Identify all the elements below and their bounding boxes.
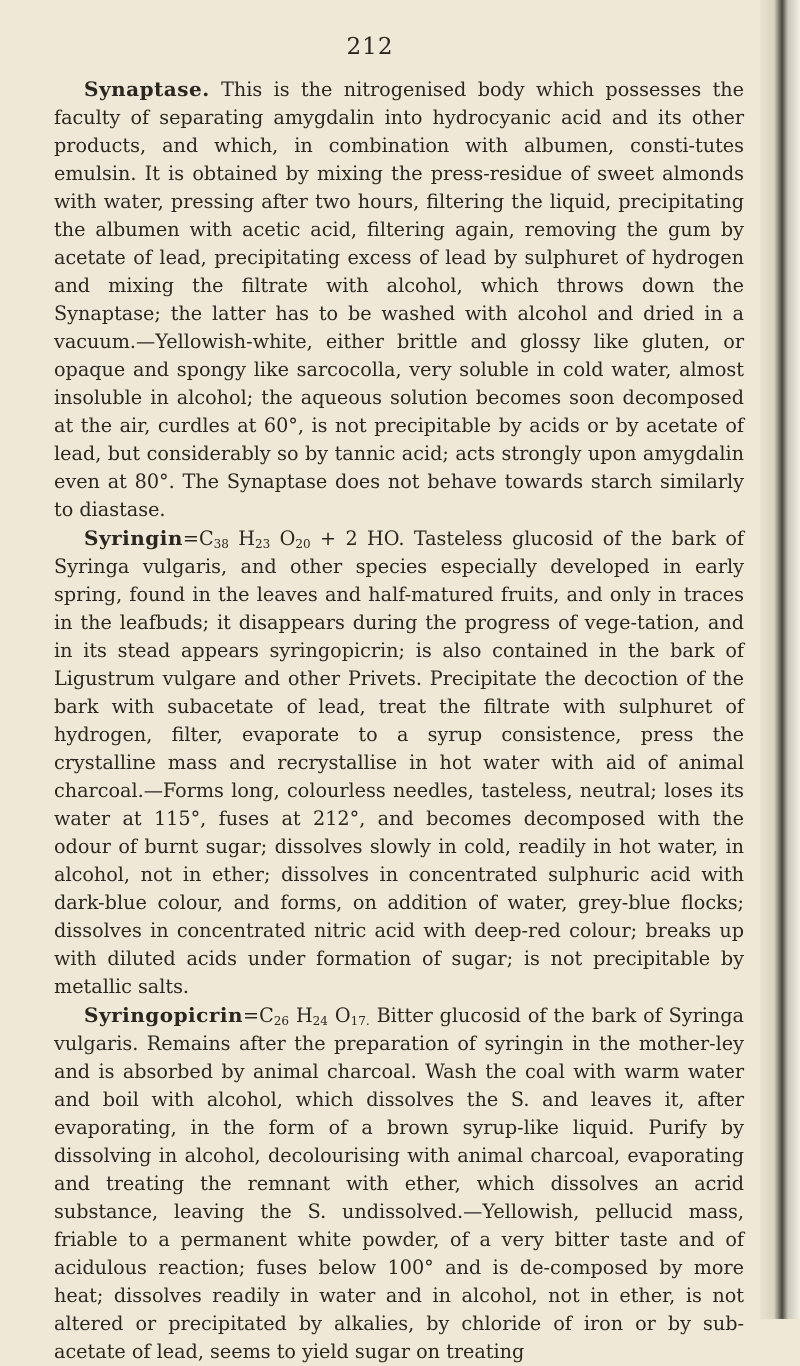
page-number: 212 (346, 34, 394, 60)
entry-body: Bitter glucosid of the bark of Syringa vulgaris. Remains after the preparation of syringin in the mother-ley and is absorbed by animal charcoal. Wash the coal with warm water and boil with alcohol, which dissolves the S. and leaves it, after evaporating, in the form of a brown syrup-like liquid. Purify by dissolving in alcohol, decolourising with animal charcoal, evaporating and treating the remnant with ether, which dissolves an acrid substance, leaving the S. undissolved.—Yellowish, pellucid mass, friable to a permanent white powder, of a very bitter taste and of acidulous reaction; fuses below 100° and is de-composed by more heat; dissolves readily in water and in alcohol, not in ether, is not altered or precipitated by alkalies, by chloride of iron or by sub-acetate of lead, seems to yield sugar on treating (54, 1004, 744, 1363)
entry-body: This is the nitrogenised body which possesses the faculty of separating amygdalin into hydrocyanic acid and its other products, and which, in combination with albumen, consti-tutes emulsin. It is obtained by mixing the press-residue of sweet almonds with water, pressing after two hours, filtering the liquid, precipitating the albumen with acetic acid, filtering again, removing the gum by acetate of lead, precipitating excess of lead by sulphuret of hydrogen and mixing the filtrate with alcohol, which throws down the Synaptase; the latter has to be washed with alcohol and dried in a vacuum.—Yellowish-white, either brittle and glossy like gluten, or opaque and spongy like sarcocolla, very soluble in cold water, almost insoluble in alcohol; the aqueous solution becomes soon decomposed at the air, curdles at 60°, is not precipitable by acids or by acetate of lead, but considerably so by tannic acid; acts strongly upon amygdalin even at 80°. The Synaptase does not behave towards starch similarly to diastase. (54, 78, 744, 521)
formula: $=C_{26}$ $H_{24}$ $O_{17.}$ (243, 1004, 370, 1028)
formula: $=C_{38}$ $H_{23}$ $O_{20} + 2$ HO. (182, 527, 405, 551)
entry-body: Tasteless glucosid of the bark of Syringa vulgaris, and other species especially developed in early spring, found in the leaves and half-matured fruits, and only in traces in the leafbuds; it disappears during the progress of vege-tation, and in its stead appears syringopicrin; is also contained in the bark of Ligustrum vulgare and other Privets. Precipitate the decoction of the bark with subacetate of lead, treat the filtrate with sulphuret of hydrogen, filter, evaporate to a syrup consistence, press the crystalline mass and recrystallise in hot water with aid of animal charcoal.—Forms long, colourless needles, tasteless, neutral; loses its water at 115°, fuses at 212°, and becomes decomposed with the odour of burnt sugar; dissolves slowly in cold, readily in hot water, in alcohol, not in ether; dissolves in concentrated sulphuric acid with dark-blue colour, and forms, on addition of water, grey-blue flocks; dissolves in concentrated nitric acid with deep-red colour; breaks up with diluted acids under formation of sugar; is not precipitable by metallic salts. (54, 527, 744, 998)
entry-heading: Syringopicrin (84, 1003, 243, 1027)
page-edge-shadow (760, 0, 800, 1319)
entry-heading: Syringin (84, 526, 183, 550)
entry-heading: Synaptase. (84, 77, 210, 101)
entry-synaptase (54, 75, 744, 524)
entry-syringopicrin (54, 1001, 744, 1366)
entry-syringin (54, 524, 744, 1001)
page-text (54, 75, 744, 1366)
